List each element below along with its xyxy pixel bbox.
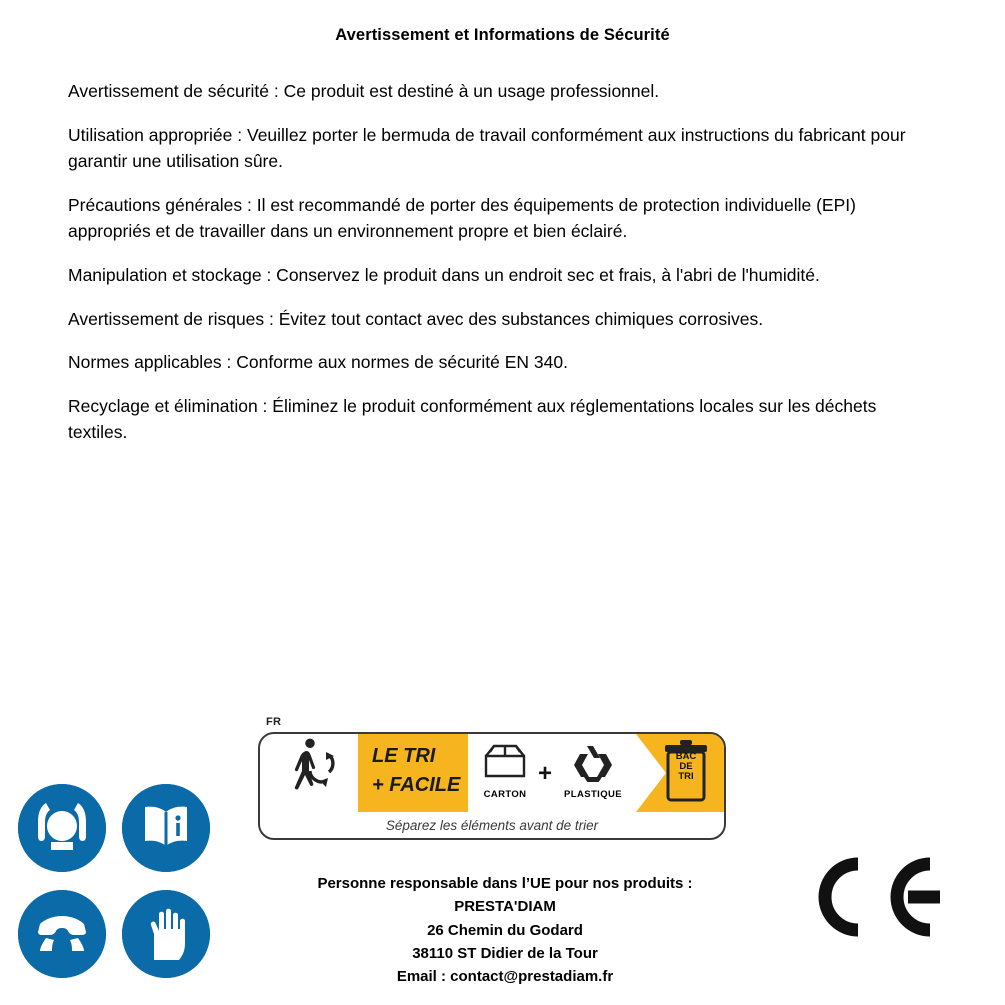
paragraph-applicable-standards: Normes applicables : Conforme aux normes de sécurité EN 340. [68, 352, 568, 373]
company-email: Email : contact@prestadiam.fr [396, 968, 614, 985]
plus-sign: + [538, 760, 553, 787]
ce-marking-icon [800, 852, 950, 942]
sorting-bin-icon [658, 738, 714, 811]
sorting-bin-text [658, 752, 714, 782]
safety-information-body [68, 78, 930, 463]
responsible-person-block [200, 872, 810, 988]
responsible-person-heading-prefix: Personne responsable dans l’ [317, 875, 531, 892]
recycling-loop-icon [560, 740, 626, 782]
page-title: Avertissement et Informations de Sécurité [335, 26, 670, 44]
bin-line-1: BAC [675, 751, 697, 762]
read-instructions-icon [122, 784, 210, 872]
eye-protection-icon [18, 890, 106, 978]
responsible-person-heading [200, 872, 810, 895]
company-city: 38110 ST Didier de la Tour [412, 944, 598, 962]
paragraph-general-precautions: Précautions générales : Il est recommandé de porter des équipements de protection individuelle (EPI) appropriés et de travailler dans un environnement propre et bien éclairé. [68, 194, 856, 242]
material-plastique [560, 740, 626, 800]
label-headline-line1: LE TRI [372, 745, 436, 767]
safety-pictogram-group [18, 784, 212, 980]
recycling-label-box [258, 732, 726, 840]
recycling-label [258, 718, 728, 843]
material-carton-label: CARTON [483, 789, 527, 800]
company-name: PRESTA'DIAM [454, 898, 556, 916]
bin-line-2: DE [679, 760, 693, 772]
paragraph-safety-warning: Avertissement de sécurité : Ce produit est destiné à un usage professionnel. [68, 81, 660, 101]
label-footer-text: Séparez les éléments avant de trier [385, 818, 599, 833]
label-headline [372, 742, 464, 800]
paragraph-handling-storage: Manipulation et stockage : Conservez le produit dans un endroit sec et frais, à l'abri de l'humidité. [68, 264, 820, 285]
material-plastique-label: PLASTIQUE [564, 789, 622, 800]
country-code-label: FR [266, 716, 282, 728]
responsible-person-heading-suffix: pour nos produits : [550, 875, 693, 892]
ear-protection-icon [18, 784, 106, 872]
paragraph-proper-use: Utilisation appropriée : Veuillez porter le bermuda de travail conformément aux instructions du fabricant pour garantir une utilisation sûre. [68, 124, 906, 172]
paragraph-recycling-disposal: Recyclage et élimination : Éliminez le produit conformément aux réglementations locales sur les déchets textiles. [68, 395, 877, 443]
material-carton [472, 740, 538, 800]
label-headline-line2: + FACILE [372, 774, 461, 796]
company-street: 26 Chemin du Godard [427, 921, 583, 939]
responsible-person-heading-ue: UE [530, 875, 551, 892]
bin-line-3: TRI [678, 770, 694, 782]
triman-icon [268, 738, 356, 808]
hand-protection-icon [122, 890, 210, 978]
paragraph-risk-warning: Avertissement de risques : Évitez tout contact avec des substances chimiques corrosives. [68, 308, 764, 329]
carton-box-icon [472, 740, 538, 782]
